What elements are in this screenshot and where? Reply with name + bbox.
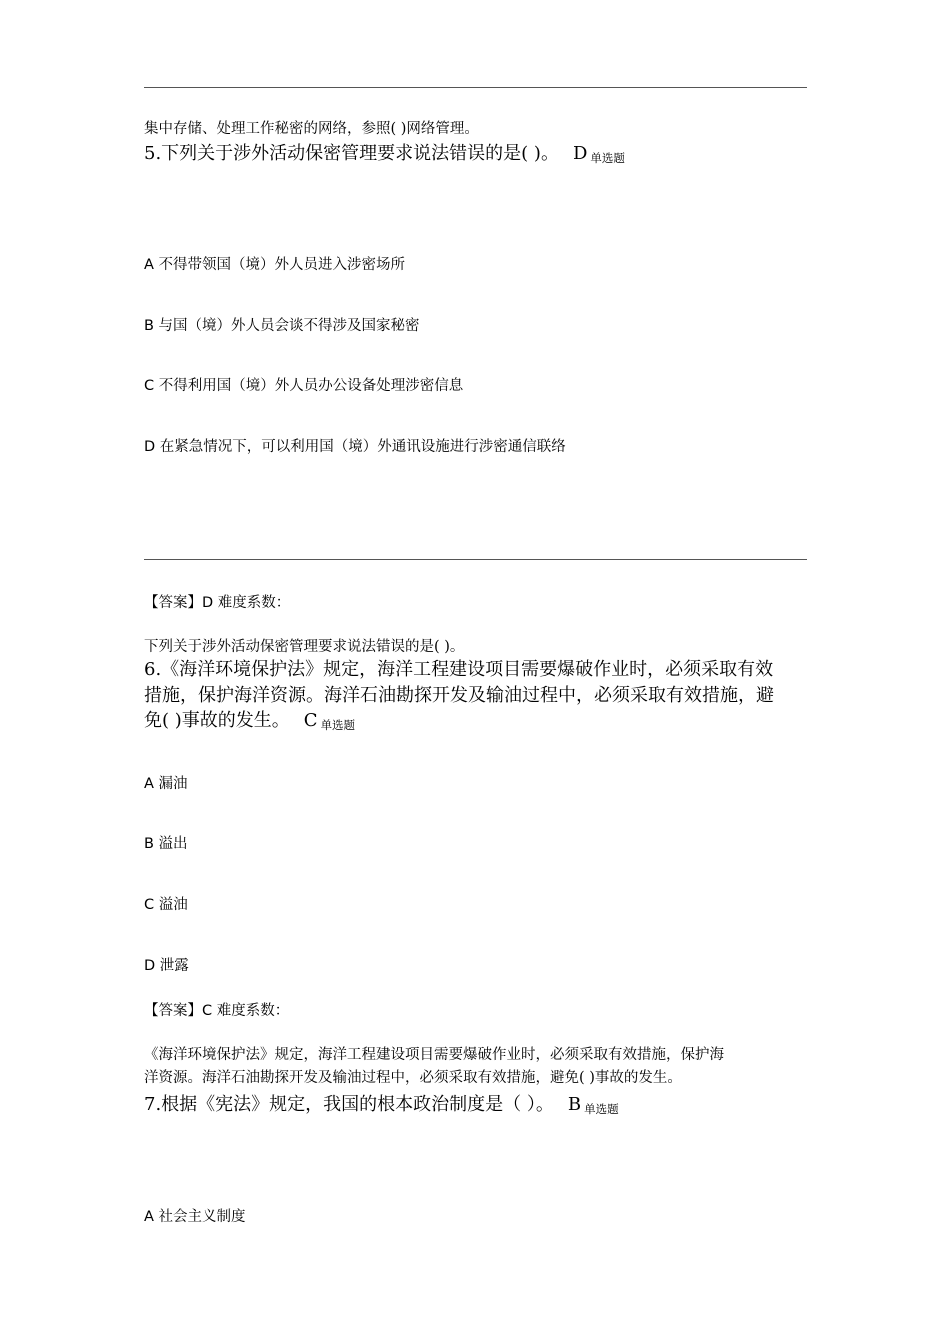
q5-option-c: C 不得利用国（境）外人员办公设备处理涉密信息 [144,378,464,394]
q6-answer-key: C [303,710,318,731]
q6-stem-line3 [144,708,355,735]
q5-option-a: A 不得带领国（境）外人员进入涉密场所 [144,257,406,273]
q6-restate-line2: 洋资源。海洋石油勘探开发及输油过程中，必须采取有效措施，避免( )事故的发生。 [144,1070,682,1086]
middle-divider [144,559,807,560]
q6-option-b: B 溢出 [144,836,188,852]
q5-type-tag: 单选题 [590,151,625,165]
q6-option-a: A 漏油 [144,776,188,792]
q7-stem [144,1092,619,1119]
q6-option-c: C 溢油 [144,897,188,913]
q7-option-a: A 社会主义制度 [144,1209,246,1225]
q5-option-d: D 在紧急情况下，可以利用国（境）外通讯设施进行涉密通信联络 [144,439,566,455]
top-divider [144,87,807,88]
q6-stem-line1: 6.《海洋环境保护法》规定，海洋工程建设项目需要爆破作业时，必须采取有效 [144,659,774,680]
q6-option-d: D 泄露 [144,958,189,974]
q4-tail-text: 集中存储、处理工作秘密的网络，参照( )网络管理。 [144,121,479,137]
q5-answer-key: D [572,143,588,164]
q6-type-tag: 单选题 [320,718,356,732]
q7-type-tag: 单选题 [584,1102,619,1116]
q6-answer-line: 【答案】C 难度系数： [144,1003,290,1019]
q6-stem-text: 免( )事故的发生。 [144,710,290,731]
q7-stem-text: 7.根据《宪法》规定，我国的根本政治制度是（ ）。 [144,1094,554,1115]
q7-answer-key: B [567,1094,582,1115]
q5-option-b: B 与国（境）外人员会谈不得涉及国家秘密 [144,318,420,334]
q5-stem [144,141,625,168]
q5-stem-text: 5.下列关于涉外活动保密管理要求说法错误的是( )。 [144,143,559,164]
q6-stem-line2: 措施，保护海洋资源。海洋石油勘探开发及输油过程中，必须采取有效措施，避 [144,685,774,706]
q5-answer-line: 【答案】D 难度系数： [144,595,291,611]
q6-restate-line1: 《海洋环境保护法》规定，海洋工程建设项目需要爆破作业时，必须采取有效措施，保护海 [144,1047,724,1063]
q5-restate: 下列关于涉外活动保密管理要求说法错误的是( )。 [144,639,465,655]
